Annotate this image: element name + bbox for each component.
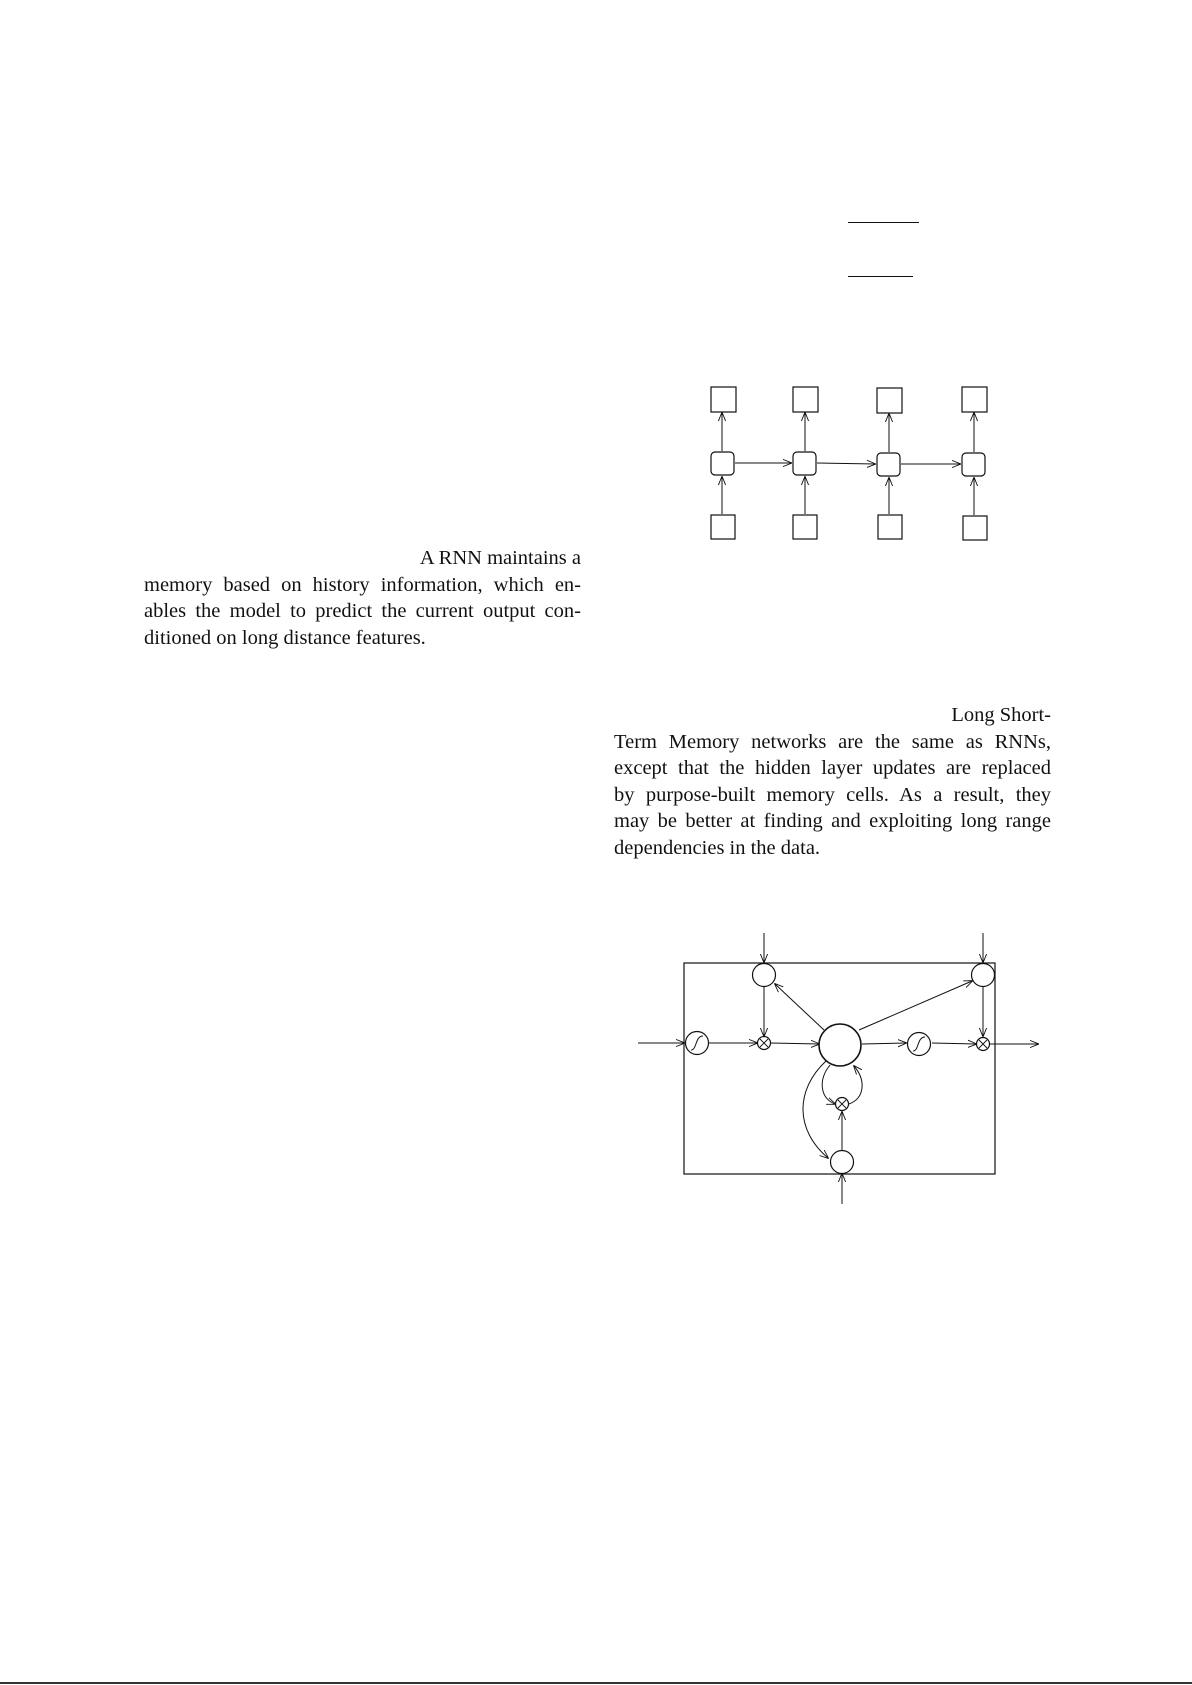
lstm-cell-box xyxy=(684,963,995,1174)
multiplier-cross-icons xyxy=(760,1039,987,1108)
input-squash-node xyxy=(686,1032,709,1055)
right-paragraph-line-6: dependencies in the data. xyxy=(614,836,821,859)
memory-cell-node xyxy=(819,1024,861,1066)
right-paragraph-line-4: by purpose-built memory cells. As a result, they xyxy=(614,783,1051,806)
input-gate-node xyxy=(753,964,776,987)
page-bottom-edge xyxy=(0,1682,1192,1684)
left-paragraph-line-2: memory based on history information, which en- xyxy=(144,573,581,596)
right-paragraph-line-3: except that the hidden layer updates are replaced xyxy=(614,757,1051,779)
output-gate-node xyxy=(972,964,995,987)
forget-gate-node xyxy=(831,1151,854,1174)
left-paragraph-line-3: ables the model to predict the current output con- xyxy=(144,600,581,622)
left-paragraph-line-1: A RNN maintains a xyxy=(419,547,581,569)
left-paragraph-line-4: ditioned on long distance features. xyxy=(144,626,426,649)
right-paragraph-line-2: Term Memory networks are the same as RNNs, xyxy=(614,730,1051,753)
right-paragraph-line-1: Long Short- xyxy=(951,704,1051,726)
output-squash-node xyxy=(908,1033,931,1056)
right-paragraph-line-5: may be better at finding and exploiting long range xyxy=(614,810,1051,832)
lstm-nodes xyxy=(686,964,995,1174)
